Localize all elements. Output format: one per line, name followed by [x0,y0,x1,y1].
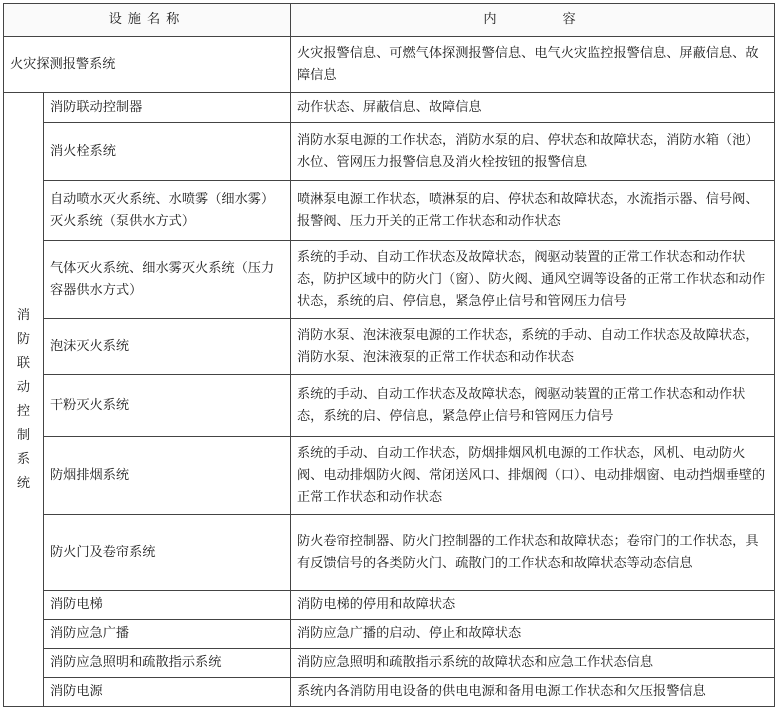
group-label-cell [4,93,44,707]
facility-content: 系统内各消防用电设备的供电电源和备用电源工作状态和欠压报警信息 [291,678,775,707]
facility-name: 消防应急广播 [44,620,291,649]
facility-name: 消防电源 [44,678,291,707]
facility-name: 泡沫灭火系统 [44,319,291,375]
facility-name: 消防联动控制器 [44,93,291,123]
facility-name: 消防电梯 [44,591,291,620]
header-content-char-1: 内 [483,12,503,27]
table-row [4,437,775,515]
header-content [291,4,775,37]
facility-content: 消防电梯的停用和故障状态 [291,591,775,620]
facility-content: 消防应急照明和疏散指示系统的故障状态和应急工作状态信息 [291,649,775,678]
table-row [4,37,775,93]
table-row [4,649,775,678]
table-row [4,591,775,620]
facility-content: 系统的手动、自动工作状态，防烟排烟风机电源的工作状态，风机、电动防火阀、电动排烟防火阀、常闭送风口、排烟阀（口）、电动排烟窗、电动挡烟垂壁的正常工作状态和动作状态 [291,437,775,515]
facility-name: 消火栓系统 [44,123,291,181]
header-facility-name: 设施名称 [4,4,291,37]
facility-content: 系统的手动、自动工作状态及故障状态，阀驱动装置的正常工作状态和动作状态，防护区域中的防火门（窗）、防火阀、通风空调等设备的正常工作状态和动作状态，系统的启、停信息，紧急停止信号和管网压力信号 [291,241,775,319]
facility-content: 系统的手动、自动工作状态及故障状态，阀驱动装置的正常工作状态和动作状态，系统的启、停信息，紧急停止信号和管网压力信号 [291,375,775,437]
facility-content: 消防水泵电源的工作状态，消防水泵的启、停状态和故障状态，消防水箱（池）水位、管网压力报警信息及消火栓按钮的报警信息 [291,123,775,181]
facility-content: 消防应急广播的启动、停止和故障状态 [291,620,775,649]
table-row [4,241,775,319]
table-row [4,515,775,591]
header-content-char-2: 容 [562,12,582,27]
table-row [4,319,775,375]
table-row [4,620,775,649]
facility-content: 火灾报警信息、可燃气体探测报警信息、电气火灾监控报警信息、屏蔽信息、故障信息 [291,37,775,93]
table-row [4,678,775,707]
facility-name: 气体灭火系统、细水雾灭火系统（压力容器供水方式） [44,241,291,319]
facility-content: 防火卷帘控制器、防火门控制器的工作状态和故障状态；卷帘门的工作状态，具有反馈信号的各类防火门、疏散门的工作状态和故障状态等动态信息 [291,515,775,591]
facility-name: 火灾探测报警系统 [4,37,291,93]
facility-name: 自动喷水灭火系统、水喷雾（细水雾）灭火系统（泵供水方式） [44,181,291,241]
table-row [4,93,775,123]
header-row [4,4,775,37]
facility-content: 消防水泵、泡沫液泵电源的工作状态，系统的手动、自动工作状态及故障状态，消防水泵、泡沫液泵的正常工作状态和动作状态 [291,319,775,375]
table-row [4,123,775,181]
facility-name: 干粉灭火系统 [44,375,291,437]
table-row [4,375,775,437]
facility-name: 消防应急照明和疏散指示系统 [44,649,291,678]
group-label: 消防联动控制系统 [16,307,31,491]
facility-content: 喷淋泵电源工作状态，喷淋泵的启、停状态和故障状态，水流指示器、信号阀、报警阀、压力开关的正常工作状态和动作状态 [291,181,775,241]
table-row [4,181,775,241]
facility-content: 动作状态、屏蔽信息、故障信息 [291,93,775,123]
facility-name: 防火门及卷帘系统 [44,515,291,591]
facility-name: 防烟排烟系统 [44,437,291,515]
facility-info-table [3,3,775,707]
